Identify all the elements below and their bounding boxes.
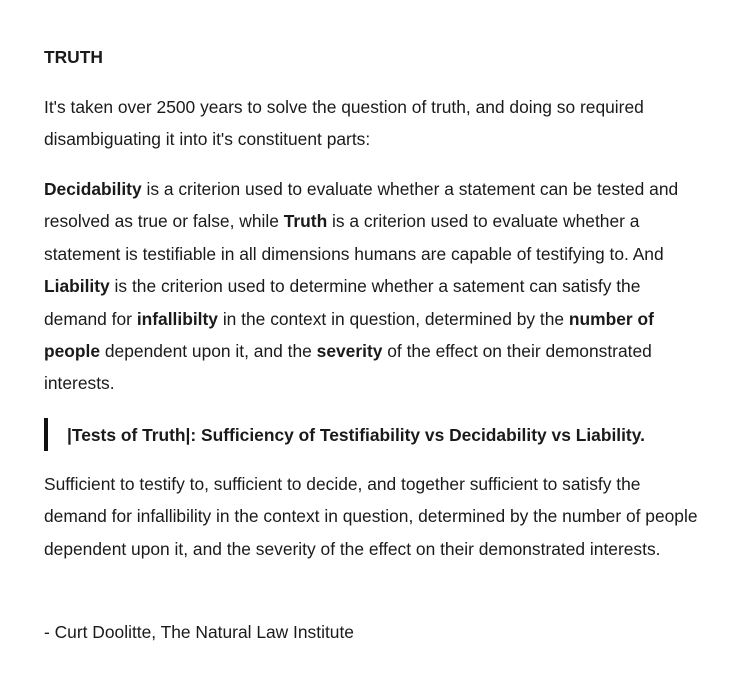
definitions-text-6: of the effect on their demonstrated interests.	[44, 341, 652, 394]
term-number-of-people: number of people	[44, 308, 654, 362]
intro-paragraph: It's taken over 2500 years to solve the question of truth, and doing so required disambiguating it into it's constituent parts:	[44, 97, 644, 150]
term-liability: Liability	[44, 276, 110, 297]
definitions-text-5: dependent upon it, and the	[100, 341, 317, 362]
page-title: TRUTH	[44, 47, 103, 67]
definitions-text-2: is a criterion used to evaluate whether a statement is testifiable in all dimensions humans are capable of testifying to. And	[44, 211, 664, 264]
term-decidability: Decidability	[44, 179, 142, 199]
attribution: - Curt Doolitte, The Natural Law Institute	[44, 622, 354, 642]
blockquote-text: |Tests of Truth|: Sufficiency of Testifiability vs Decidability vs Liability.	[67, 424, 645, 445]
blockquote	[44, 418, 645, 451]
definitions-text-1: is a criterion used to evaluate whether a statement can be tested and resolved as true or false, while	[44, 179, 679, 232]
definitions-text-4: in the context in question, determined by the	[217, 308, 569, 329]
term-severity: severity	[316, 341, 383, 362]
term-infallibility: infallibilty	[136, 308, 218, 329]
summary-paragraph: Sufficient to testify to, sufficient to decide, and together sufficient to satisfy the demand for infallibility in the context in question, determined by the number of people dependent upon it, and the severity of the effect on their demonstrated interests.	[44, 474, 698, 559]
definitions-paragraph	[44, 173, 708, 400]
term-truth: Truth	[283, 211, 328, 232]
definitions-text-3: is the criterion used to determine whether a satement can satisfy the demand for	[44, 276, 641, 329]
